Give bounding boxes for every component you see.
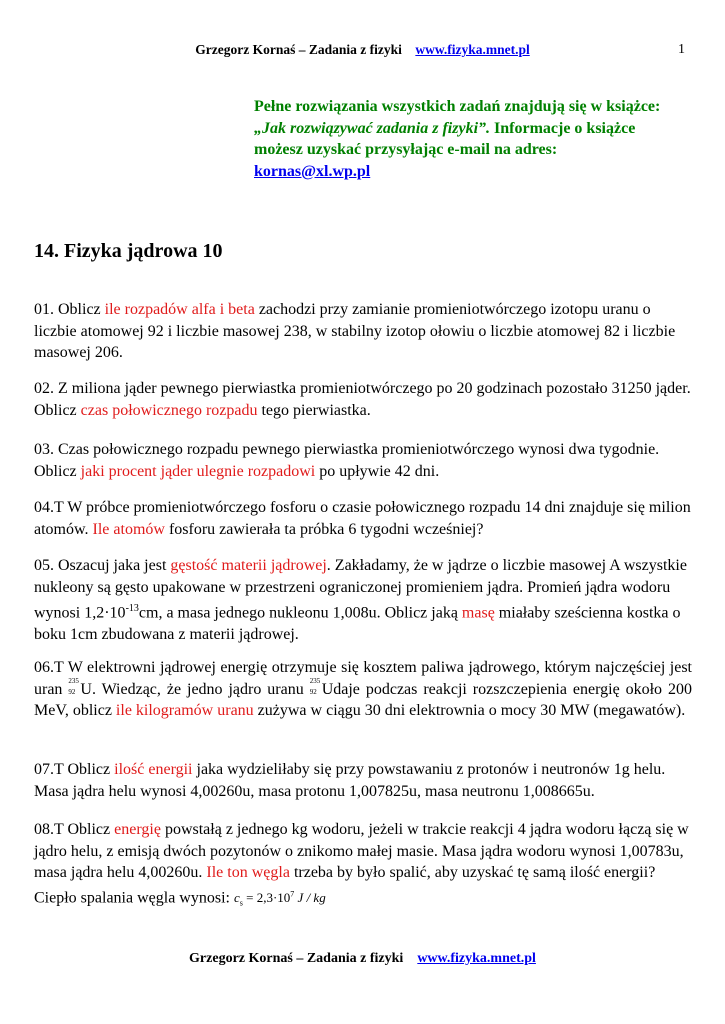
task-06-text-a: 06.T W elektrowni jądrowej energię otrzymuje się kosztem paliwa jądrowego, którym najczęściej jest uran — [34, 659, 692, 698]
task-08 — [34, 819, 692, 914]
page-footer — [0, 951, 725, 967]
task-05-text-b: . Zakładamy, że w jądrze o liczbie masowej A wszystkie nukleony są gęsto upakowane w przestrzeni ograniczonej promieniem jądra. Promień jądra wodoru wynosi 1,2·10 — [34, 557, 687, 622]
task-06-highlight: ile kilogramów uranu — [115, 702, 254, 719]
footer-link[interactable]: www.fizyka.mnet.pl — [417, 951, 536, 966]
task-08-highlight-2: Ile ton węgla — [206, 864, 290, 881]
task-08-text-b: powstałą z jednego kg wodoru, jeżeli w trakcie reakcji 4 jądra wodoru łączą się w jądro helu, z emisją dwóch pozytonów o znikomo małej masie. Masa jądra wodoru wynosi 1,00783u, masa jądra helu 4,00260u. — [34, 821, 689, 881]
uranium-isotope-2 — [309, 676, 334, 698]
task-06-text-b: . Wiedząc, że jedno jądro uranu — [91, 680, 310, 698]
task-05-text-d: miałaby sześcienna kostka o boku 1cm zbudowana z materii jądrowej. — [34, 604, 681, 643]
page-number: 1 — [678, 42, 685, 57]
task-05-text-a: 05. Oszacuj jaka jest — [34, 557, 171, 574]
formula-value: = 2,3·10 — [242, 889, 291, 905]
uranium-isotope-1 — [68, 676, 92, 698]
section-title: 14. Fizyka jądrowa 10 — [34, 240, 223, 262]
task-05 — [34, 555, 692, 645]
book-promo — [254, 96, 694, 182]
task-04-text-a: 04.T W próbce promieniotwórczego fosforu o czasie połowicznego rozpadu 14 dni znajduje się milion atomów. — [34, 499, 691, 538]
task-01-highlight: ile rozpadów alfa i beta — [104, 301, 255, 318]
task-05-exponent: -13 — [125, 603, 139, 614]
task-06 — [34, 657, 692, 722]
task-08-highlight-1: energię — [114, 821, 161, 838]
task-01 — [34, 299, 692, 364]
task-08-text-a: 08.T Oblicz — [34, 821, 115, 838]
task-04-highlight: Ile atomów — [92, 520, 165, 538]
task-04-text-b: fosforu zawierała ta próbka 6 tygodni wcześniej? — [164, 520, 484, 538]
promo-line-2: Informacje o książce — [490, 119, 636, 137]
task-04 — [34, 497, 692, 540]
formula-exponent: 7 — [290, 889, 295, 899]
promo-book-title: „Jak rozwiązywać zadania z fizyki”. — [254, 119, 491, 137]
coal-heat-formula — [233, 889, 326, 908]
task-02-highlight: czas połowicznego rozpadu — [80, 401, 258, 419]
header-link[interactable]: www.fizyka.mnet.pl — [415, 42, 530, 57]
task-03 — [34, 439, 692, 482]
task-02-text-a: 02. Z miliona jąder pewnego pierwiastka promieniotwórczego po 20 godzinach pozostało 31250 jąder. Oblicz — [34, 380, 691, 419]
formula-symbol: c — [233, 889, 240, 905]
isotope-atomic-number: 92 — [68, 687, 76, 696]
task-02 — [34, 378, 692, 421]
task-05-text-c: cm, a masa jednego nukleonu 1,008u. Oblicz jaką — [138, 604, 462, 622]
formula-unit: J / kg — [294, 889, 326, 905]
task-01-text-b: zachodzi przy zamianie promieniotwórczego izotopu uranu o liczbie atomowej 92 i liczbie masowej 238, w stabilny izotop ołowiu o liczbie atomowej 82 i liczbie masowej 206. — [34, 301, 676, 361]
promo-email-link[interactable]: kornas@xl.wp.pl — [254, 162, 371, 180]
isotope-symbol: U — [321, 680, 334, 698]
task-01-text-a: 01. Oblicz — [34, 301, 105, 318]
isotope-atomic-number: 92 — [309, 687, 317, 696]
isotope-mass-number: 235 — [68, 676, 79, 685]
isotope-symbol: U — [80, 680, 92, 698]
task-03-text-a: 03. Czas połowicznego rozpadu pewnego pierwiastka promieniotwórczego wynosi dwa tygodnie. Oblicz — [34, 441, 660, 480]
task-06-text-c: daje podczas reakcji rozszczepienia energię około 200 MeV, oblicz — [34, 680, 693, 719]
task-06-text-d: zużywa w ciągu 30 dni elektrownia o mocy 30 MW (megawatów). — [253, 702, 686, 719]
task-03-text-b: po upływie 42 dni. — [315, 462, 440, 480]
task-07-text-a: 07.T Oblicz — [34, 761, 115, 778]
formula-subscript: s — [239, 898, 243, 908]
footer-text: Grzegorz Kornaś – Zadania z fizyki — [189, 951, 404, 966]
isotope-mass-number: 235 — [309, 676, 321, 685]
promo-line-1: Pełne rozwiązania wszystkich zadań znajdują się w książce: — [254, 98, 661, 115]
task-07 — [34, 759, 692, 802]
task-08-text-c: trzeba by było spalić, aby uzyskać tę samą ilość energii? Ciepło spalania węgla wynosi: — [34, 864, 656, 906]
task-05-highlight-1: gęstość materii jądrowej — [170, 557, 327, 574]
promo-line-3: możesz uzyskać przysyłając e-mail na adres: — [254, 141, 558, 158]
task-07-highlight: ilość energii — [114, 761, 193, 778]
task-03-highlight: jaki procent jąder ulegnie rozpadowi — [80, 462, 316, 480]
header-text: Grzegorz Kornaś – Zadania z fizyki — [195, 42, 402, 57]
task-07-text-b: jaka wydzieliłaby się przy powstawaniu z protonów i neutronów 1g helu. Masa jądra helu wynosi 4,00260u, masa protonu 1,007825u, masa neutronu 1,008665u. — [34, 761, 666, 800]
task-02-text-b: tego pierwiastka. — [257, 401, 371, 419]
page-header — [0, 42, 725, 58]
task-05-highlight-2: masę — [461, 604, 495, 622]
